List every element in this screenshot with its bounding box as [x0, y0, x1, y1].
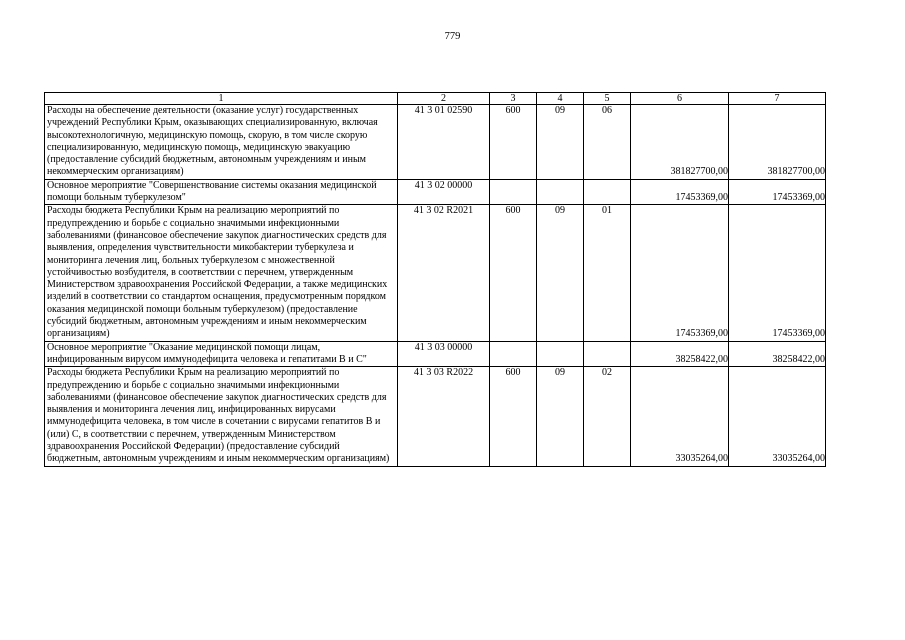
header-cell: 7 [729, 93, 826, 105]
budget-code: 41 3 03 R2022 [398, 367, 490, 466]
expense-name: Расходы бюджета Республики Крым на реализацию мероприятий по предупреждению и борьбе с социально значимыми инфекционными заболеваниями (финансовое обеспечение закупок диагностических средств для выявления и мониторинга лечения лиц, инфицированных вирусами иммунодефицита человека, в том числе в сочетании с вирусами гепатитов В и (или) С, в соответствии с перечнем, утвержденным Министерством здравоохранения Российской Федерации) (предоставление субсидий бюджетным, автономным учреждениям и иным некоммерческим организациям) [45, 367, 398, 466]
section-code: 09 [537, 105, 584, 180]
amount-col6: 38258422,00 [631, 341, 729, 367]
expense-type: 600 [490, 105, 537, 180]
table-row [45, 179, 826, 205]
section-code [537, 179, 584, 205]
table-row [45, 205, 826, 341]
header-cell: 5 [584, 93, 631, 105]
table-row [45, 367, 826, 466]
amount-col6: 17453369,00 [631, 179, 729, 205]
budget-code: 41 3 01 02590 [398, 105, 490, 180]
budget-code: 41 3 02 R2021 [398, 205, 490, 341]
expense-type [490, 341, 537, 367]
header-cell: 4 [537, 93, 584, 105]
header-cell: 6 [631, 93, 729, 105]
subsection-code: 06 [584, 105, 631, 180]
table-row [45, 341, 826, 367]
header-row [45, 93, 826, 105]
section-code: 09 [537, 367, 584, 466]
amount-col6: 381827700,00 [631, 105, 729, 180]
amount-col7: 17453369,00 [729, 205, 826, 341]
amount-col7: 17453369,00 [729, 179, 826, 205]
amount-col7: 381827700,00 [729, 105, 826, 180]
amount-col6: 33035264,00 [631, 367, 729, 466]
expense-name: Расходы бюджета Республики Крым на реализацию мероприятий по предупреждению и борьбе с социально значимыми инфекционными заболеваниями (финансовое обеспечение закупок диагностических средств для выявления, определения чувствительности микобактерии туберкулеза и мониторинга лечения лиц, больных туберкулезом с множественной устойчивостью возбудителя, в соответствии с перечнем, утвержденным Министерством здравоохранения Российской Федерации, а также медицинских изделий в соответствии со стандартом оснащения, предусмотренным порядком оказания медицинской помощи больным туберкулезом) (предоставление субсидий бюджетным, автономным учреждениям и иным некоммерческим организациям) [45, 205, 398, 341]
budget-code: 41 3 02 00000 [398, 179, 490, 205]
expense-name: Основное мероприятие "Совершенствование системы оказания медицинской помощи больным туберкулезом" [45, 179, 398, 205]
expense-name: Основное мероприятие "Оказание медицинской помощи лицам, инфицированным вирусом иммунодефицита человека и гепатитами В и С" [45, 341, 398, 367]
subsection-code: 02 [584, 367, 631, 466]
amount-col6: 17453369,00 [631, 205, 729, 341]
amount-col7: 33035264,00 [729, 367, 826, 466]
expense-name: Расходы на обеспечение деятельности (оказание услуг) государственных учреждений Республики Крым, оказывающих специализированную, включая высокотехнологичную, медицинскую помощь, скорую, в том числе скорую специализированную, медицинскую помощь, медицинскую эвакуацию (предоставление субсидий бюджетным, автономным учреждениям и иным некоммерческим организациям) [45, 105, 398, 180]
budget-code: 41 3 03 00000 [398, 341, 490, 367]
subsection-code [584, 341, 631, 367]
header-cell: 2 [398, 93, 490, 105]
expense-type: 600 [490, 205, 537, 341]
subsection-code [584, 179, 631, 205]
section-code [537, 341, 584, 367]
section-code: 09 [537, 205, 584, 341]
header-cell: 1 [45, 93, 398, 105]
subsection-code: 01 [584, 205, 631, 341]
amount-col7: 38258422,00 [729, 341, 826, 367]
table-row [45, 105, 826, 180]
budget-table [44, 92, 826, 467]
expense-type: 600 [490, 367, 537, 466]
page-number: 779 [444, 31, 461, 42]
expense-type [490, 179, 537, 205]
header-cell: 3 [490, 93, 537, 105]
